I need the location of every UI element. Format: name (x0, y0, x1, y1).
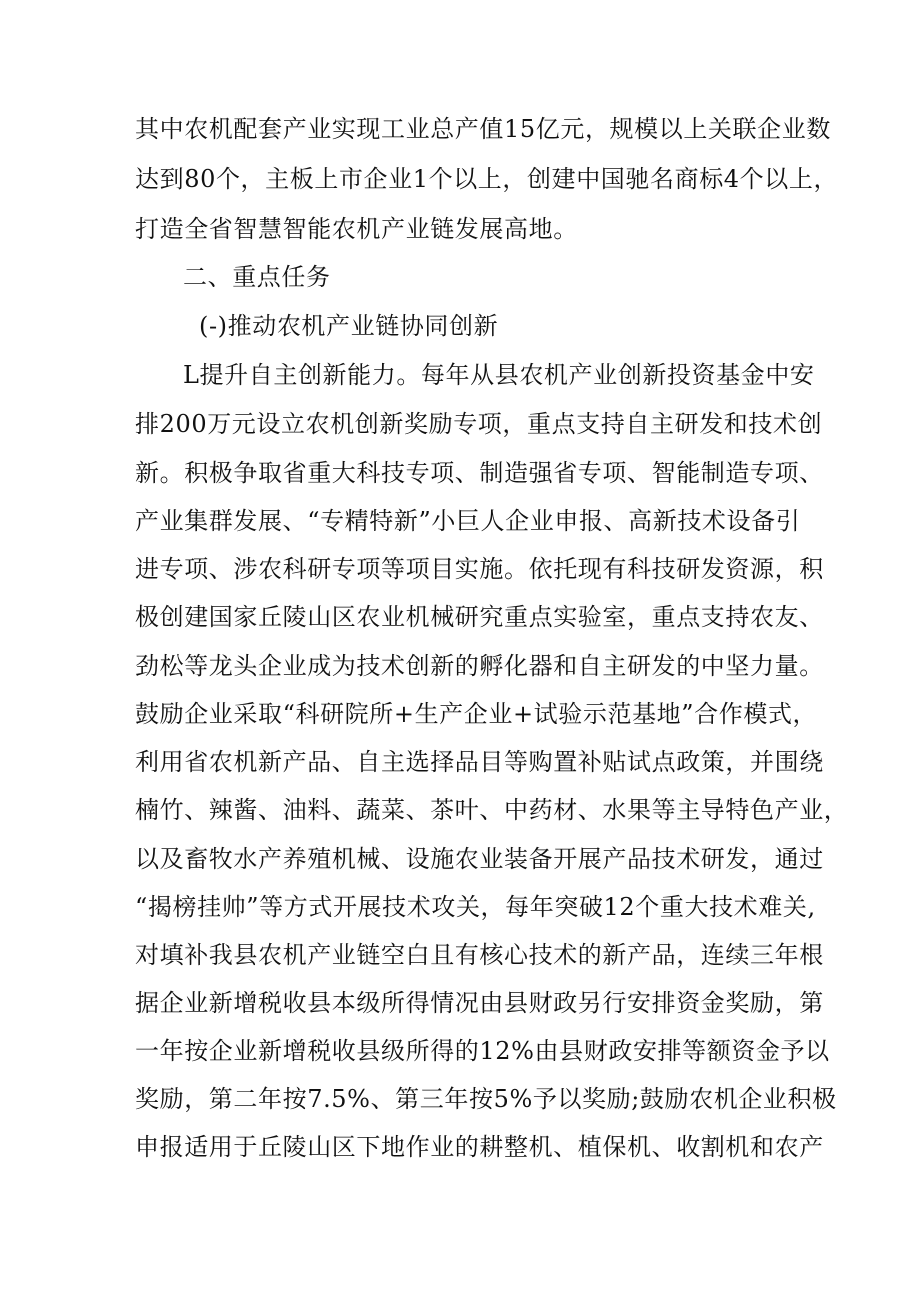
text-line: 劲松等龙头企业成为技术创新的孵化器和自主研发的中坚力量。 (135, 652, 824, 680)
text-line: 排200万元设立农机创新奖励专项，重点支持自主研发和技术创 (135, 410, 823, 438)
text-line: 据企业新增税收县本级所得情况由县财政另行安排资金奖励，第 (135, 989, 824, 1017)
text-line: 新。积极争取省重大科技专项、制造强省专项、智能制造专项、 (135, 459, 824, 487)
text-line: 进专项、涉农科研专项等项目实施。依托现有科技研发资源，积 (135, 555, 824, 583)
text-line: 奖励，第二年按7.5%、第三年按5%予以奖励;鼓励农机企业积极 (135, 1085, 837, 1113)
text-line: “揭榜挂帅”等方式开展技术攻关，每年突破12个重大技术难关, (135, 893, 816, 921)
text-line: 达到80个，主板上市企业1个以上，创建中国驰名商标4个以上， (135, 165, 839, 193)
text-line: 其中农机配套产业实现工业总产值15亿元，规模以上关联企业数 (135, 115, 831, 143)
text-line: 鼓励企业采取“科研院所+生产企业+试验示范基地”合作模式， (135, 700, 818, 728)
text-line: 一年按企业新增税收县级所得的12%由县财政安排等额资金予以 (135, 1037, 830, 1065)
subsection-heading: (-)推动农机产业链协同创新 (199, 312, 499, 340)
text-line: 打造全省智慧智能农机产业链发展高地。 (135, 215, 578, 243)
text-line: 产业集群发展、“专精特新”小巨人企业申报、高新技术设备引 (135, 507, 801, 535)
text-line: L提升自主创新能力。每年从县农机产业创新投资基金中安 (183, 361, 815, 389)
section-heading: 二、重点任务 (183, 263, 331, 291)
text-line: 申报适用于丘陵山区下地作业的耕整机、植保机、收割机和农产 (135, 1133, 824, 1161)
text-line: 以及畜牧水产养殖机械、设施农业装备开展产品技术研发，通过 (135, 845, 824, 873)
text-line: 极创建国家丘陵山区农业机械研究重点实验室，重点支持农友、 (135, 603, 824, 631)
text-line: 利用省农机新产品、自主选择品目等购置补贴试点政策，并围绕 (135, 748, 824, 776)
text-line: 楠竹、辣酱、油料、蔬菜、茶叶、中药材、水果等主导特色产业， (135, 796, 849, 824)
text-line: 对填补我县农机产业链空白且有核心技术的新产品，连续三年根 (135, 941, 824, 969)
